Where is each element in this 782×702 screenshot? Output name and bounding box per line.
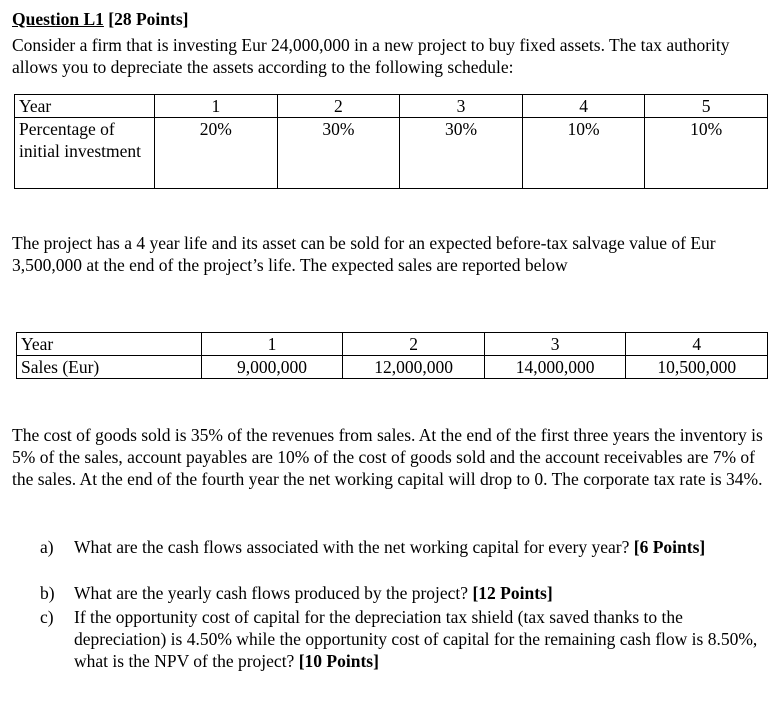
year-cell: 1	[155, 95, 278, 118]
question-b	[40, 582, 772, 604]
question-c-label: c)	[40, 607, 54, 627]
sales-cell: 10,500,000	[626, 356, 768, 379]
year-cell: 3	[400, 95, 523, 118]
question-b-text	[74, 582, 774, 604]
year-cell: 5	[645, 95, 768, 118]
question-c-text	[74, 606, 774, 672]
depreciation-table	[14, 94, 768, 189]
row-label-cell: Percentage of initial investment	[15, 118, 155, 189]
percentage-cell: 20%	[155, 118, 278, 189]
question-a-body: What are the cash flows associated with the net working capital for every year?	[74, 537, 634, 557]
percentage-cell: 10%	[645, 118, 768, 189]
question-c-points: [10 Points]	[298, 651, 379, 671]
row-label-cell: Sales (Eur)	[17, 356, 202, 379]
question-b-body: What are the yearly cash flows produced by the project?	[74, 583, 473, 603]
question-a-text	[74, 536, 774, 558]
year-cell: 2	[343, 333, 485, 356]
sales-cell: 12,000,000	[343, 356, 485, 379]
sales-table	[16, 332, 768, 379]
question-a-label: a)	[40, 537, 54, 557]
year-cell: 1	[201, 333, 343, 356]
sales-value-row	[17, 356, 768, 379]
depreciation-header-row	[15, 95, 768, 118]
cost-paragraph: The cost of goods sold is 35% of the revenues from sales. At the end of the first three years the inventory is 5% of the sales, account payables are 10% of the cost of goods sold and the account receivables are 7% of the sales. At the end of the fourth year the net working capital will drop to 0. The corporate tax rate is 34%.	[12, 425, 763, 489]
year-cell: 2	[277, 95, 400, 118]
percentage-cell: 10%	[522, 118, 645, 189]
question-label: Question L1	[12, 9, 104, 29]
year-cell: 4	[626, 333, 768, 356]
question-a-points: [6 Points]	[633, 537, 706, 557]
year-cell: 4	[522, 95, 645, 118]
percentage-cell: 30%	[400, 118, 523, 189]
question-b-points: [12 Points]	[472, 583, 553, 603]
question-c-body: If the opportunity cost of capital for the depreciation tax shield (tax saved thanks to the depreciation) is 4.50% while the opportunity cost of capital for the remaining cash flow is 8.50%, what is the NPV of the project?	[74, 607, 758, 671]
question-c	[40, 606, 772, 672]
project-paragraph: The project has a 4 year life and its asset can be sold for an expected before-tax salvage value of Eur 3,500,000 at the end of the project’s life. The expected sales are reported below	[12, 233, 716, 275]
table-header-cell: Year	[15, 95, 155, 118]
question-title	[12, 8, 188, 30]
depreciation-value-row	[15, 118, 768, 189]
question-points: [28 Points]	[103, 9, 189, 29]
question-a	[40, 536, 772, 580]
year-cell: 3	[484, 333, 626, 356]
question-b-label: b)	[40, 583, 55, 603]
sales-header-row	[17, 333, 768, 356]
intro-paragraph: Consider a firm that is investing Eur 24,000,000 in a new project to buy fixed assets. The tax authority allows you to depreciate the assets according to the following schedule:	[12, 35, 730, 77]
sales-cell: 14,000,000	[484, 356, 626, 379]
percentage-cell: 30%	[277, 118, 400, 189]
table-header-cell: Year	[17, 333, 202, 356]
sales-cell: 9,000,000	[201, 356, 343, 379]
